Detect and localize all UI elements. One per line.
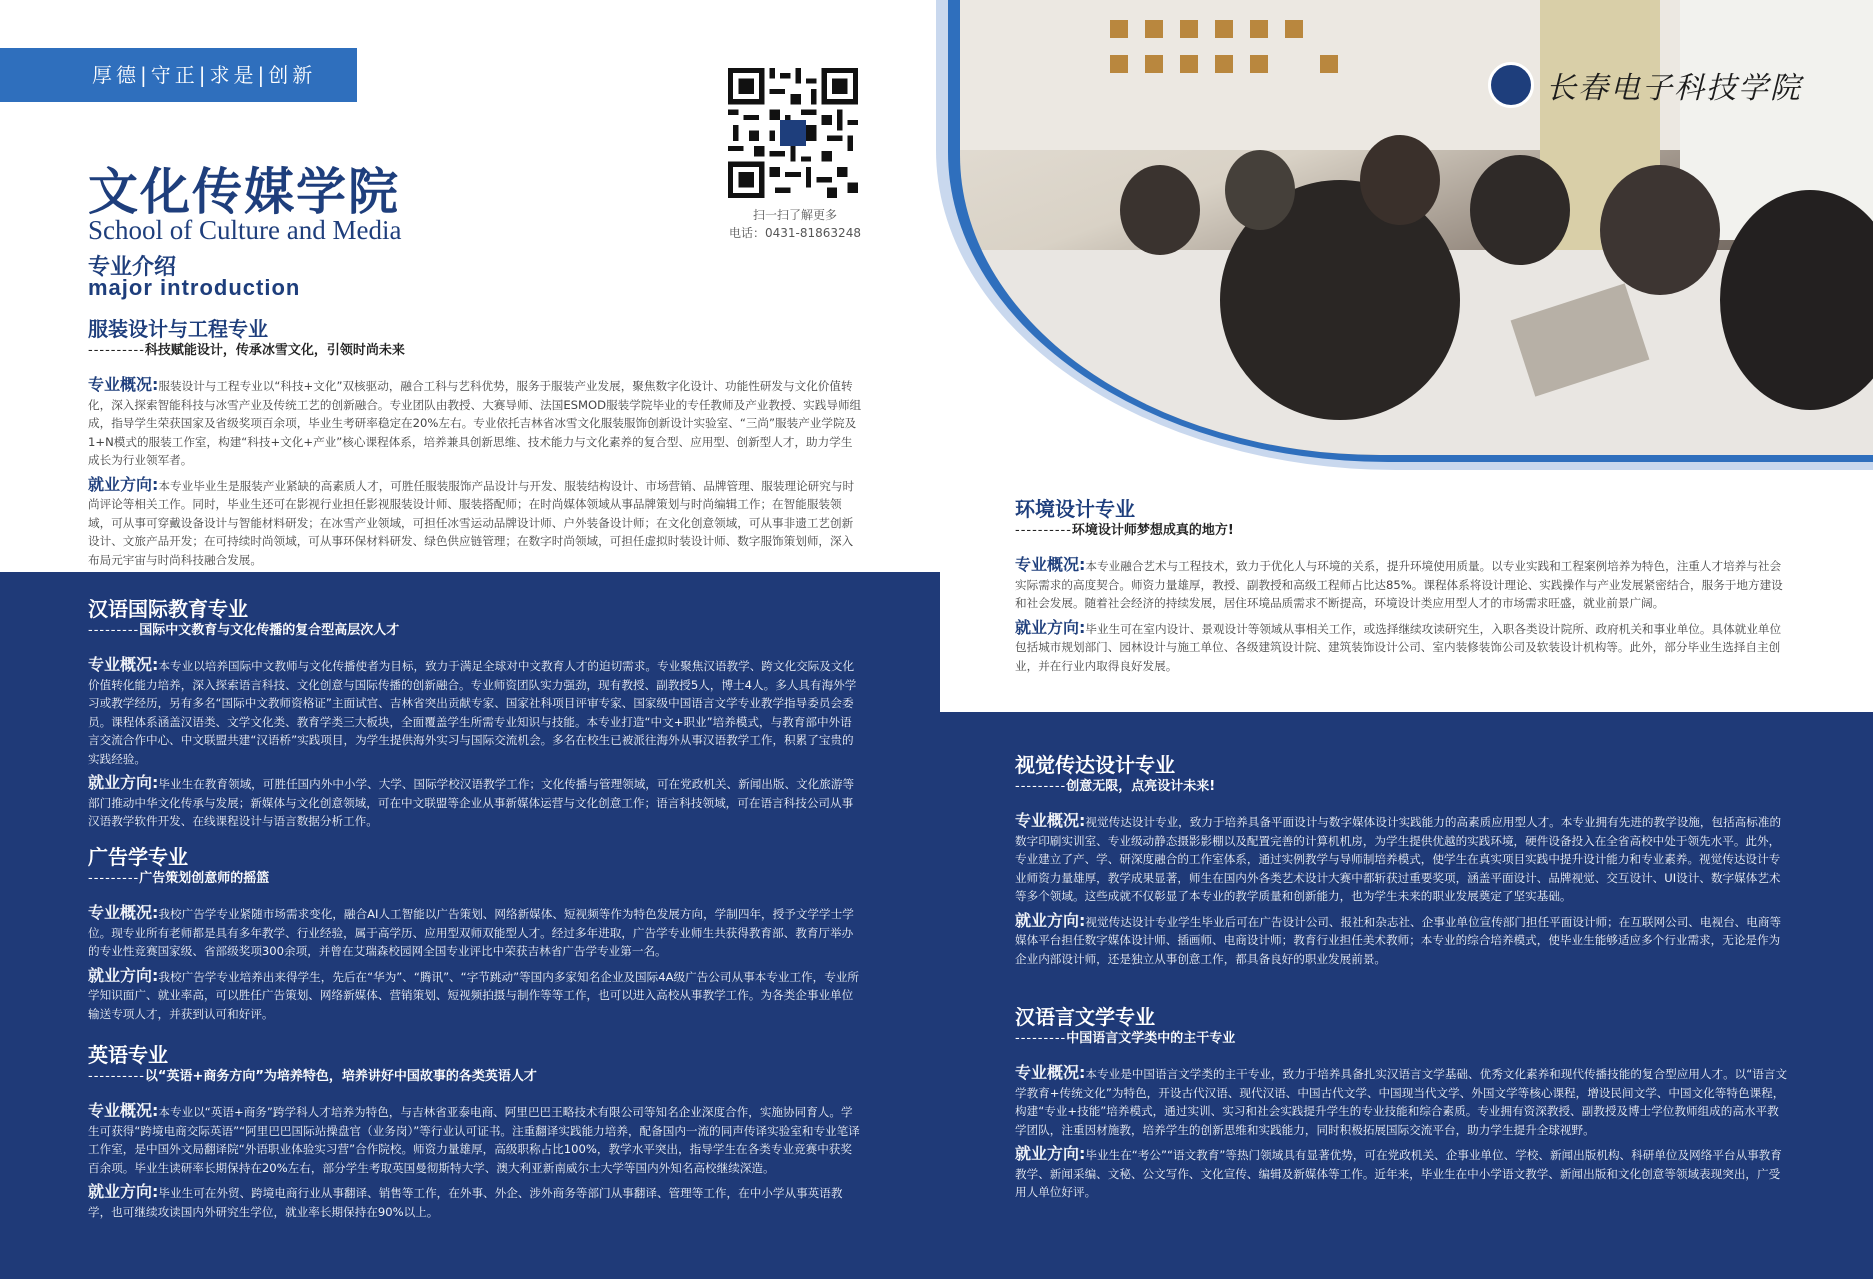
subtitle-text: 创意无限，点亮设计未来! — [1066, 779, 1216, 794]
motto-sep: | — [198, 63, 210, 87]
section-title: 汉语言文学专业 — [1015, 1005, 1155, 1029]
subtitle-dashes: ---------- — [88, 1069, 145, 1084]
overview-text: 本专业融合艺术与工程技术，致力于优化人与环境的关系，提升环境使用质量。以专业实践和工程案例培养为特色，注重人才培养与社会实际需求的高度契合。师资力量雄厚，教授、副教授和高级工程师占比达85%。课程体系将设计理论、实践操作与产业发展紧密结合，服务于地方建设和社会发展。随着社会经济的持续发展，居住环境品质需求不断提高，环境设计类应用型人才的市场需求旺盛，就业前景广阔。 — [1015, 559, 1783, 610]
section-title: 广告学专业 — [88, 845, 188, 869]
qr-code[interactable] — [728, 68, 858, 198]
overview-paragraph — [1015, 812, 1789, 906]
qr-caption — [710, 206, 880, 242]
subtitle-dashes: ---------- — [1015, 523, 1072, 538]
overview-label: 专业概况: — [1015, 1063, 1086, 1082]
career-text: 毕业生在“考公”“语文教育”等热门领域具有显著优势，可在党政机关、企事业单位、学校、新闻出版机构、科研单位及网络平台从事教育教学、新闻采编、文秘、公文写作、文化宣传、编辑及新媒体等工作。近年来，毕业生在中小学语文教学、新闻出版和文化创意等领域表现突出，广受用人单位好评。 — [1015, 1148, 1782, 1199]
qr-scan-text: 扫一扫了解更多 — [752, 208, 837, 222]
subtitle-dashes: --------- — [1015, 1031, 1067, 1046]
career-label: 就业方向: — [88, 474, 159, 494]
section-title: 服装设计与工程专业 — [88, 317, 268, 341]
motto-banner — [0, 48, 357, 102]
subtitle-text: 广告策划创意师的摇篮 — [139, 871, 270, 886]
career-paragraph — [1015, 1145, 1789, 1202]
section-title: 环境设计专业 — [1015, 497, 1135, 521]
overview-label: 专业概况: — [88, 375, 159, 394]
section-chinese-intl — [88, 596, 862, 831]
career-label: 就业方向: — [1015, 617, 1086, 637]
overview-label: 专业概况: — [1015, 555, 1086, 574]
motto-sep: | — [140, 63, 151, 87]
career-label: 就业方向: — [1015, 910, 1086, 930]
section-title: 视觉传达设计专业 — [1015, 753, 1175, 777]
section-advertising — [88, 844, 862, 1023]
motto-sep: | — [257, 63, 269, 87]
overview-text: 我校广告学专业紧随市场需求变化，融合AI人工智能以广告策划、网络新媒体、短视频等作为特色发展方向，学制四年，授予文学学士学位。现专业所有老师都是具有多年教学、行业经验，属于高学历、应用型双师双能型人才。经过多年进取，广告学专业师生共获得教育部、教育厅举办的专业性竞赛国家级、省部级奖项300余项，并曾在艾瑞森校园网全国专业评比中荣获吉林省广告学专业第一名。 — [88, 907, 854, 958]
subtitle-text: 国际中文教育与文化传播的复合型高层次人才 — [139, 623, 400, 638]
section-subtitle — [1015, 522, 1789, 540]
career-paragraph — [88, 476, 862, 570]
motto-4: 创新 — [268, 63, 317, 87]
career-text: 毕业生可在室内设计、景观设计等领域从事相关工作，或选择继续攻读研究生，入职各类设计院所、政府机关和事业单位。具体就业单位包括城市规划部门、园林设计与施工单位、各级建筑设计院、建筑装饰设计公司、室内装修装饰公司及软装设计机构等。此外，部分毕业生选择自主创业，并在行业内取得良好发展。 — [1015, 621, 1782, 673]
subtitle-text: 科技赋能设计，传承冰雪文化，引领时尚未来 — [144, 343, 405, 358]
career-text: 毕业生可在外贸、跨境电商行业从事翻译、销售等工作，在外事、外企、涉外商务等部门从事翻译、管理等工作，在中小学从事英语教学，也可继续攻读国内外研究生学位，就业率长期保持在90%以上。 — [88, 1186, 843, 1219]
overview-paragraph — [1015, 1064, 1789, 1139]
overview-label: 专业概况: — [1015, 811, 1086, 830]
subtitle-text: 环境设计师梦想成真的地方! — [1071, 523, 1234, 538]
career-text: 毕业生在教育领域，可胜任国内外中小学、大学、国际学校汉语教学工作；文化传播与管理领域，可在党政机关、新闻出版、文化旅游等部门推动中华文化传承与发展；新媒体与文化创意领域，可在中文联盟等企业从事新媒体运营与文化创意工作；语言科技领域，可在语言科技公司从事汉语教学软件开发、在线课程设计与语言数据分析工作。 — [88, 777, 855, 828]
section-subtitle — [88, 870, 862, 888]
intro-heading-en: major introduction — [88, 275, 301, 300]
career-paragraph — [1015, 619, 1789, 676]
career-paragraph — [88, 1183, 862, 1221]
career-paragraph — [88, 774, 862, 831]
overview-paragraph — [88, 376, 862, 470]
school-name: 长春电子科技学院 — [1546, 71, 1802, 106]
career-label: 就业方向: — [88, 965, 159, 985]
section-chinese-lit — [1015, 1004, 1789, 1202]
subtitle-text: 以“英语+商务方向”为培养特色，培养讲好中国故事的各类英语人才 — [144, 1069, 537, 1084]
career-text: 本专业毕业生是服装产业紧缺的高素质人才，可胜任服装服饰产品设计与开发、服装结构设计、市场营销、品牌管理、服装理论研究与时尚评论等相关工作。同时，毕业生还可在影视行业担任影视服装设计师、服装搭配师；在时尚媒体领域从事品牌策划与时尚编辑工作；在智能服装领域，可从事可穿戴设备设计与智能材料研发；在冰雪产业领域，可担任冰雪运动品牌设计师、户外装备设计师；在文化创意领域，可从事非遗工艺创新设计、文旅产品开发；在可持续时尚领域，可从事环保材料研发、绿色供应链管理；在数字时尚领域，可担任虚拟时装设计师、数字服饰策划师，深入布局元宇宙与时尚科技融合发展。 — [88, 478, 855, 567]
subtitle-dashes: --------- — [88, 623, 140, 638]
section-english — [88, 1042, 862, 1221]
subtitle-text: 中国语言文学类中的主干专业 — [1066, 1031, 1236, 1046]
overview-text: 服装设计与工程专业以“科技+文化”双核驱动，融合工科与艺科优势，服务于服装产业发展，聚焦数字化设计、功能性研发与文化价值转化，深入探索智能科技与冰雪产业及传统工艺的创新融合。专业团队由教授、大赛导师、法国ESMOD服装学院毕业的专任教师及产业教授、实践导师组成，指导学生荣获国家及省级奖项百余项，毕业生考研率稳定在20%左右。专业依托吉林省冰雪文化服装服饰创新设计实验室、“三尚”服装产业学院及1+N模式的服装工作室，构建“科技+文化+产业”核心课程体系，培养兼具创新思维、技术能力与文化素养的复合型、应用型、创新型人才，助力学生成长为行业领军者。 — [88, 379, 862, 467]
subtitle-dashes: --------- — [88, 871, 140, 886]
overview-label: 专业概况: — [88, 655, 159, 674]
overview-paragraph — [1015, 556, 1789, 613]
section-subtitle — [1015, 1030, 1789, 1048]
career-paragraph — [1015, 912, 1789, 969]
section-title: 英语专业 — [88, 1043, 168, 1067]
career-paragraph — [88, 967, 862, 1024]
section-subtitle — [88, 622, 862, 640]
motto-1: 厚德 — [92, 63, 140, 87]
overview-label: 专业概况: — [88, 1101, 159, 1120]
subtitle-dashes: ---------- — [88, 343, 145, 358]
school-logo — [1488, 62, 1802, 108]
qr-phone: 电话：0431-81863248 — [729, 226, 861, 240]
overview-paragraph — [88, 656, 862, 768]
motto-2: 守正 — [150, 63, 199, 87]
career-text: 视觉传达设计专业学生毕业后可在广告设计公司、报社和杂志社、企事业单位宣传部门担任平面设计师；在互联网公司、电视台、电商等媒体平台担任数字媒体设计师、插画师、电商设计师；教育行业担任美术教师；本专业的综合培养模式，使毕业生能够适应多个行业需求，无论是作为企业内部设计师，还是独立从事创意工作，都具备良好的职业发展前景。 — [1015, 914, 1782, 966]
section-subtitle — [88, 1068, 862, 1086]
overview-text: 本专业是中国语言文学类的主干专业，致力于培养具备扎实汉语言文学基础、优秀文化素养和现代传播技能的复合型应用人才。以“语言文学教育+传统文化”为特色，开设古代汉语、现代汉语、中国古代文学、中国现当代文学、外国文学等核心课程，增设民间文学、中国文化等特色课程，构建“专业+技能”培养模式，通过实训、实习和社会实践提升学生的专业技能和综合素质。专业拥有资深教授、副教授及博士学位教师组成的高水平教学团队，注重因材施教，培养学生的创新思维和实践能力，同时积极拓展国际交流平台，助力学生提升全球视野。 — [1015, 1067, 1788, 1137]
career-label: 就业方向: — [1015, 1144, 1086, 1163]
career-label: 就业方向: — [88, 1182, 159, 1201]
intro-heading: 专业介绍 — [88, 255, 177, 280]
overview-paragraph — [88, 904, 862, 961]
career-text: 我校广告学专业培养出来得学生，先后在“华为”、“腾讯”、“字节跳动”等国内多家知名企业及国际4A级广告公司从事本专业工作，专业所学知识面广、就业率高，可以胜任广告策划、网络新媒体、营销策划、短视频拍摄与制作等等工作，也可以进入高校从事教学工作。为各类企事业单位输送专项人才，并获到认可和好评。 — [88, 969, 860, 1021]
page-title-en: School of Culture and Media — [88, 215, 402, 245]
subtitle-dashes: --------- — [1015, 779, 1067, 794]
career-label: 就业方向: — [88, 773, 159, 792]
section-subtitle — [1015, 778, 1789, 796]
overview-paragraph — [88, 1102, 862, 1177]
section-subtitle — [88, 342, 862, 360]
motto-3: 求是 — [209, 63, 258, 87]
overview-text: 本专业以“英语+商务”跨学科人才培养为特色，与吉林省亚泰电商、阿里巴巴王略技术有限公司等知名企业深度合作，实施协同育人。学生可获得“跨境电商交际英语”“阿里巴巴国际站操盘官（业务岗）”等行业认可证书。注重翻译实践能力培养，配备国内一流的同声传译实验室和专业笔译工作室，是中国外文局翻译院“外语职业体验实习营”合作院校。师资力量雄厚，高级职称占比100%，教学水平突出，指导学生在各类专业竞赛中获奖百余项。毕业生读研率长期保持在20%左右，部分学生考取英国曼彻斯特大学、澳大利亚新南威尔士大学等国内外知名高校继续深造。 — [88, 1105, 860, 1175]
page-title: 文化传媒学院 — [88, 163, 400, 221]
section-environment — [1015, 496, 1789, 675]
overview-label: 专业概况: — [88, 903, 159, 922]
section-visual — [1015, 752, 1789, 968]
section-fashion — [88, 316, 862, 569]
overview-text: 本专业以培养国际中文教师与文化传播使者为目标，致力于满足全球对中文教育人才的迫切需求。专业聚焦汉语教学、跨文化交际及文化价值转化能力培养，深入探索语言科技、文化创意与国际传播的创新融合。专业师资团队实力强劲，现有教授、副教授5人，博士4人。多人具有海外学习或教学经历，另有多名“国际中文教师资格证”主面试官、吉林省突出贡献专家、国家社科项目评审专家、国家级中国语言文学专业教学指导委员会委员。课程体系涵盖汉语类、文学文化类、教育学类三大板块，全面覆盖学生所需专业知识与技能。本专业打造“中文+职业”培养模式，与教育部中外语言交流合作中心、中文联盟共建“汉语桥”实践项目，为学生提供海外实习与国际交流机会。多名在校生已被派往海外从事汉语教学工作，积累了宝贵的实践经验。 — [88, 659, 857, 766]
school-emblem-icon — [1488, 62, 1534, 108]
section-title: 汉语国际教育专业 — [88, 597, 248, 621]
overview-text: 视觉传达设计专业，致力于培养具备平面设计与数字媒体设计实践能力的高素质应用型人才。本专业拥有先进的教学设施，包括高标准的数字印刷实训室、专业级动静态摄影影棚以及配置完善的计算机机房，为学生提供优越的实践环境，硬件设备投入在全省高校中处于领先水平。此外，专业建立了产、学、研深度融合的工作室体系，通过实例教学与导师制培养模式，使学生在真实项目实践中提升设计能力和专业素养。视觉传达设计专业师资力量雄厚，教学成果显著，师生在国内外各类艺术设计大赛中都斩获过重要奖项，涵盖平面设计、品牌视觉、交互设计、UI设计、数字媒体艺术等多个领域。这些成就不仅彰显了本专业的教学质量和创新能力，也为学生未来的职业发展奠定了坚实基础。 — [1015, 815, 1782, 903]
